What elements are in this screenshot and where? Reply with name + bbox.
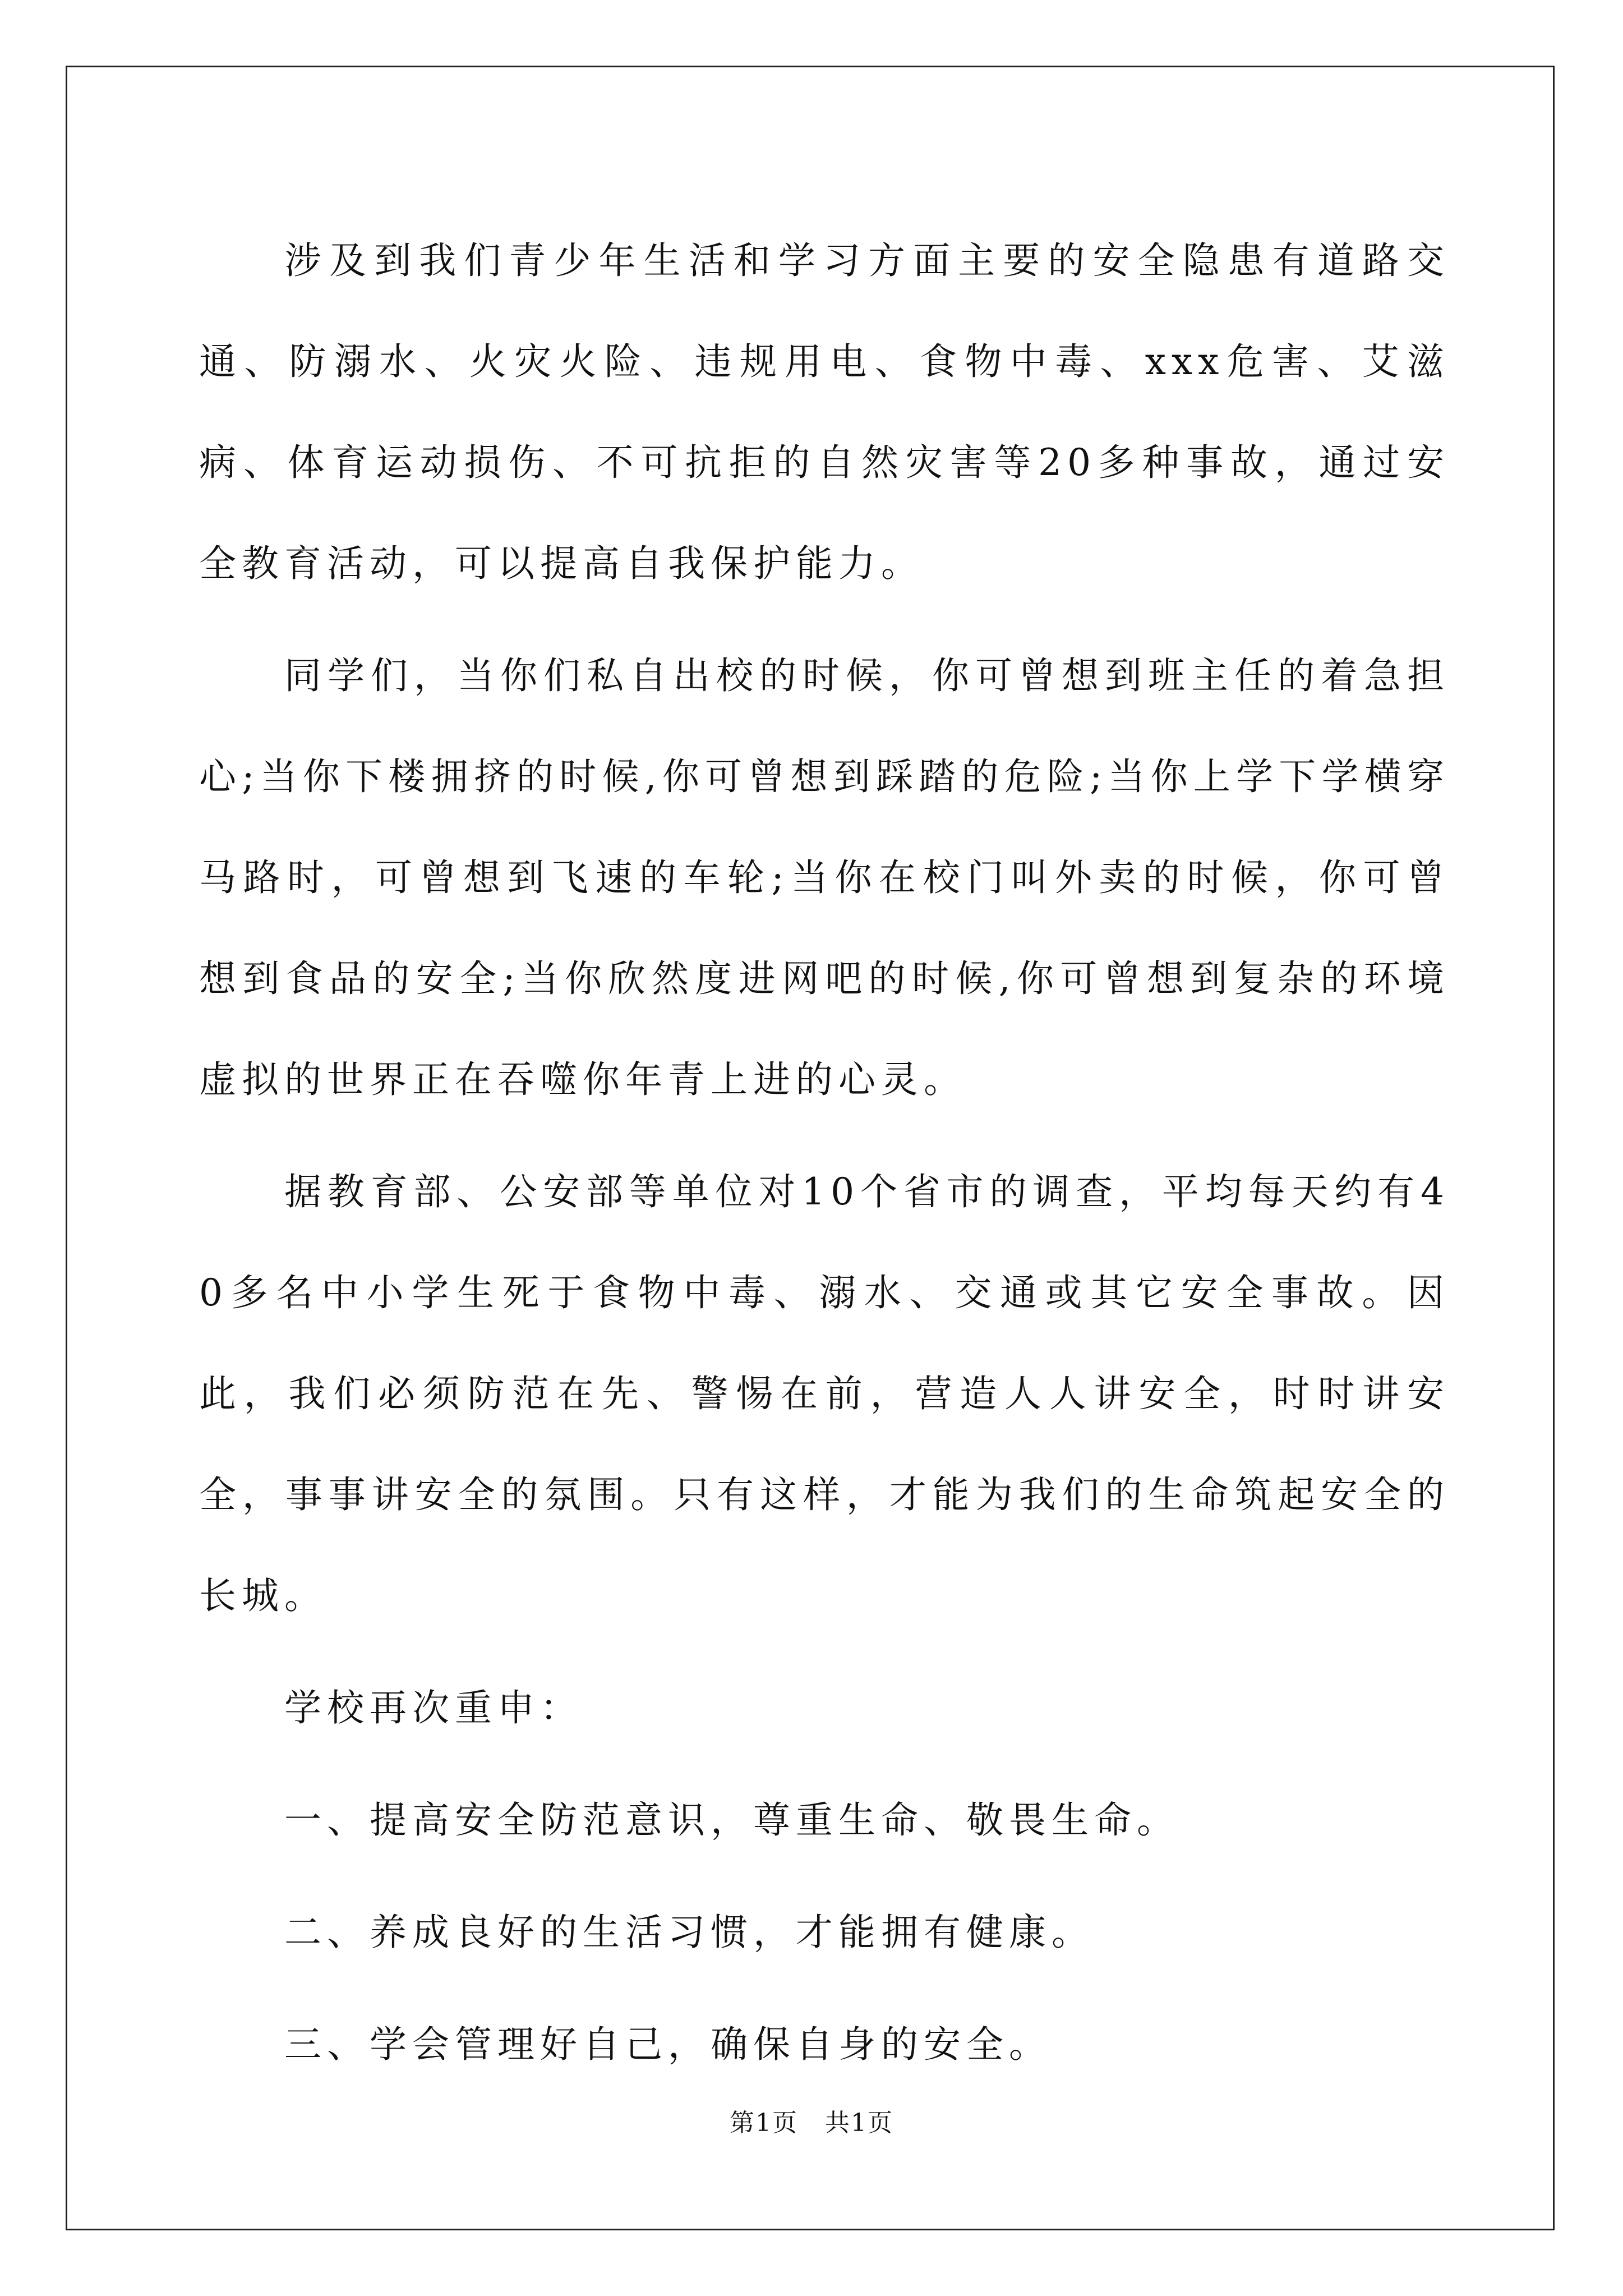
paragraph-warnings: 同学们，当你们私自出校的时候，你可曾想到班主任的着急担心;当你下楼拥挤的时候,你可曾想到踩踏的危险;当你上学下学横穿马路时，可曾想到飞速的车轮;当你在校门叫外卖的时候，你可曾想到食品的安全;当你欣然度进网吧的时候,你可曾想到复杂的环境虚拟的世界正在吞噬你年青上进的心灵。 [199,654,1450,1101]
paragraph-statistics: 据教育部、公安部等单位对10个省市的调查，平均每天约有40多名中小学生死于食物中毒、溺水、交通或其它安全事故。因此，我们必须防范在先、警惕在前，营造人人讲安全，时时讲安全，事事讲安全的氛围。只有这样，才能为我们的生命筑起安全的长城。 [199,1170,1450,1617]
page-number-total: 共1页 [825,2109,893,2137]
list-item-two: 二、养成良好的生活习惯，才能拥有健康。 [284,1911,1094,1954]
page-footer [0,2106,1623,2140]
list-item-three: 三、学会管理好自己，确保自身的安全。 [284,2023,1052,2066]
paragraph-reiterate: 学校再次重申： [284,1686,583,1729]
list-item-one: 一、提高安全防范意识，尊重生命、敬畏生命。 [284,1798,1179,1842]
document-body [199,210,1450,2095]
paragraph-hazards: 涉及到我们青少年生活和学习方面主要的安全隐患有道路交通、防溺水、火灾火险、违规用电、食物中毒、xxx危害、艾滋病、体育运动损伤、不可抗拒的自然灾害等20多种事故，通过安全教育活动，可以提高自我保护能力。 [199,239,1450,585]
page-number-current: 第1页 [730,2109,798,2137]
